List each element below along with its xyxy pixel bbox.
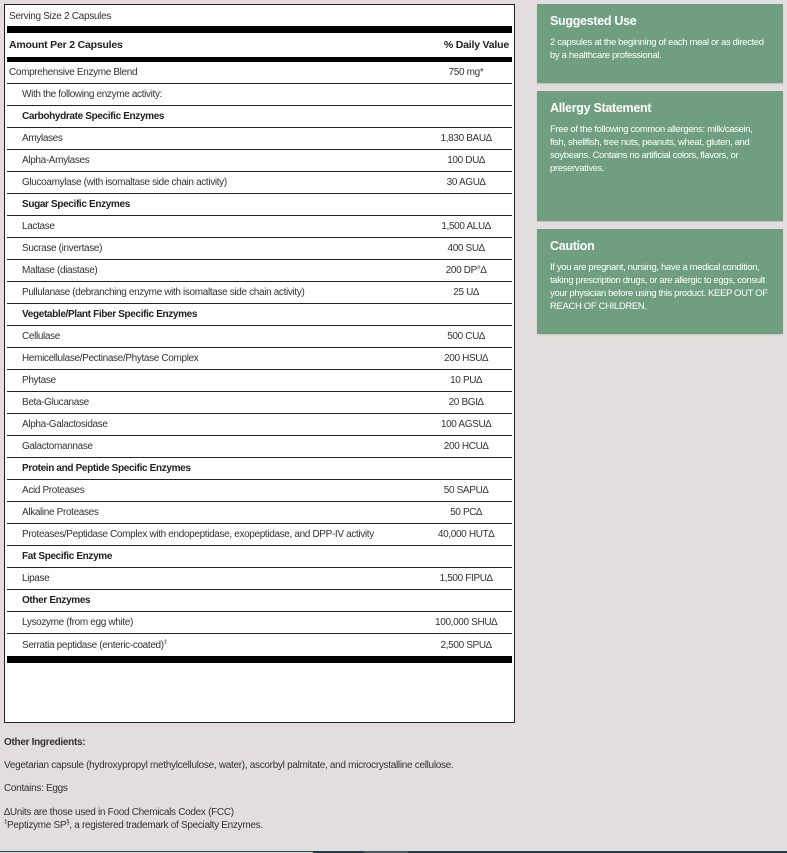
thick-divider — [7, 656, 512, 663]
ingredient-name-text: Hemicellulase/Pectinase/Phytase Complex — [22, 353, 199, 364]
other-ingredients-title: Other Ingredients: — [4, 737, 86, 748]
table-row — [7, 260, 512, 282]
trademark-footnote — [4, 819, 524, 832]
amount-header: Amount Per 2 Capsules — [9, 39, 123, 51]
ingredient-amount: 30 AGU∆ — [446, 177, 486, 188]
ingredient-name-text: Alpha-Galactosidase — [22, 419, 108, 430]
ingredient-amount: 1,830 BAU∆ — [440, 133, 492, 144]
section-mark: § — [66, 819, 70, 826]
ingredient-name — [7, 551, 112, 562]
ingredient-name — [7, 309, 197, 320]
footnotes — [4, 806, 524, 832]
ingredient-name — [7, 529, 374, 540]
ingredient-name-text: Serratia peptidase (enteric-coated) — [22, 639, 164, 651]
table-row — [7, 414, 512, 436]
table-row — [7, 524, 512, 546]
panel-title: Allergy Statement — [550, 101, 652, 115]
footnote-mark: ‡ — [163, 639, 167, 646]
ingredient-name-text: Lactase — [22, 221, 55, 232]
table-row — [7, 216, 512, 238]
enzyme-group-row — [7, 546, 512, 568]
table-row — [7, 282, 512, 304]
table-row — [7, 348, 512, 370]
ingredient-name-text: Maltase (diastase) — [22, 265, 98, 276]
ingredient-amount: 200 HCU∆ — [443, 441, 489, 452]
ingredient-name — [7, 507, 99, 518]
ingredient-amount: 1,500 FIPU∆ — [439, 573, 493, 584]
ingredient-name — [7, 595, 90, 606]
panel-title: Caution — [550, 239, 595, 253]
ingredient-name-text: Sucrase (invertase) — [22, 243, 103, 254]
ingredient-amount: 1,500 ALU∆ — [441, 221, 491, 232]
table-row — [7, 238, 512, 260]
ingredient-name-text: Amylases — [22, 133, 63, 144]
table-row — [7, 480, 512, 502]
ingredient-name-text: Phytase — [22, 375, 56, 386]
ingredient-name-text: Galactomannase — [22, 441, 93, 452]
table-row — [7, 62, 512, 84]
ingredient-amount: 400 SU∆ — [447, 243, 485, 254]
ingredient-name — [7, 67, 137, 78]
ingredient-name — [7, 199, 130, 210]
ingredient-name-text: Protein and Peptide Specific Enzymes — [22, 463, 191, 474]
allergy-statement-panel — [537, 91, 783, 221]
ingredient-name-text: Glucoamylase (with isomaltase side chain activity) — [22, 177, 227, 188]
ingredient-amount: 750 mg* — [448, 67, 484, 78]
table-row — [7, 150, 512, 172]
ingredient-amount: 2,500 SPU∆ — [440, 639, 492, 651]
enzyme-group-row — [7, 458, 512, 480]
table-row — [7, 84, 512, 106]
facts-rows — [5, 62, 514, 656]
ingredient-amount: 50 PC∆ — [450, 507, 482, 518]
panel-text: Free of the following common allergens: milk/casein, fish, shellfish, tree nuts, peanuts, wheat, gluten, and soybeans. Contains no artificial colors, flavors, or preservatives. — [550, 124, 753, 174]
ingredient-amount: 20 BGI∆ — [448, 397, 484, 408]
suggested-use-panel — [537, 4, 783, 83]
trademark-text: , a registered trademark of Specialty Enzymes. — [69, 820, 263, 831]
contains-statement: Contains: Eggs — [4, 783, 68, 794]
thick-divider — [7, 26, 512, 33]
other-ingredients-section — [4, 737, 524, 832]
ingredient-amount: 100,000 SHU∆ — [435, 617, 497, 628]
ingredient-name-text: Lysozyme (from egg white) — [22, 617, 133, 628]
ingredient-name — [7, 485, 84, 496]
panel-text: 2 capsules at the beginning of each meal or as directed by a healthcare professional. — [550, 37, 764, 61]
ingredient-amount: 100 DU∆ — [447, 155, 485, 166]
ingredient-amount: 200 DP°∆ — [445, 265, 487, 276]
table-row — [7, 326, 512, 348]
table-row — [7, 612, 512, 634]
ingredient-name — [7, 331, 60, 342]
ingredient-name — [7, 397, 89, 408]
ingredient-name — [7, 155, 89, 166]
ingredient-amount: 200 HSU∆ — [444, 353, 488, 364]
ingredient-name-text: Acid Proteases — [22, 485, 85, 496]
supplement-facts-table — [4, 4, 515, 723]
ingredient-name — [7, 111, 164, 122]
caution-panel — [537, 229, 783, 334]
ingredient-name — [7, 353, 198, 364]
ingredient-name-text: Proteases/Peptidase Complex with endopeptidase, exopeptidase, and DPP-IV activity — [22, 529, 374, 540]
ingredient-name-text: Vegetable/Plant Fiber Specific Enzymes — [22, 309, 198, 320]
enzyme-group-row — [7, 194, 512, 216]
ingredient-name — [7, 419, 108, 430]
ingredient-name-text: Other Enzymes — [22, 595, 91, 606]
panel-title: Suggested Use — [550, 14, 637, 28]
ingredient-name-text: Sugar Specific Enzymes — [22, 199, 130, 210]
ingredient-name — [7, 441, 93, 452]
ingredient-amount: 40,000 HUT∆ — [437, 529, 495, 540]
other-ingredients-text: Vegetarian capsule (hydroxypropyl methylcellulose, water), ascorbyl palmitate, and microcrystalline cellulose. — [4, 760, 454, 771]
enzyme-group-row — [7, 106, 512, 128]
ingredient-amount: 500 CU∆ — [447, 331, 485, 342]
ingredient-name-text: Carbohydrate Specific Enzymes — [22, 111, 165, 122]
ingredient-name-text: Pullulanase (debranching enzyme with isomaltase side chain activity) — [22, 287, 305, 298]
panel-text: If you are pregnant, nursing, have a medical condition, taking prescription drugs, or are allergic to eggs, consult your physician before using this product. KEEP OUT OF REACH OF CHILDREN. — [550, 262, 768, 312]
ingredient-name-text: Fat Specific Enzyme — [22, 551, 113, 562]
table-row — [7, 634, 512, 656]
ingredient-name — [7, 287, 304, 298]
table-row — [7, 392, 512, 414]
ingredient-name — [7, 177, 227, 188]
ingredient-amount: 10 PU∆ — [450, 375, 482, 386]
enzyme-group-row — [7, 304, 512, 326]
enzyme-group-row — [7, 590, 512, 612]
ingredient-name — [7, 375, 56, 386]
ingredient-name — [7, 89, 162, 100]
double-dagger-mark: ‡ — [4, 819, 8, 826]
ingredient-amount: 50 SAPU∆ — [443, 485, 489, 496]
ingredient-name-text: Alkaline Proteases — [22, 507, 99, 518]
ingredient-name-text: Lipase — [22, 573, 50, 584]
ingredient-name — [7, 573, 49, 584]
ingredient-name — [7, 221, 55, 232]
table-row — [7, 172, 512, 194]
ingredient-name-text: Cellulase — [22, 331, 60, 342]
table-row — [7, 128, 512, 150]
ingredient-amount: 100 AGSU∆ — [440, 419, 492, 430]
ingredient-name-text: Alpha-Amylases — [22, 155, 90, 166]
table-header — [7, 33, 512, 57]
ingredient-name — [7, 463, 191, 474]
table-row — [7, 568, 512, 590]
daily-value-header: % Daily Value — [443, 39, 509, 51]
ingredient-name — [7, 243, 102, 254]
ingredient-name — [7, 640, 167, 651]
trademark-name: Peptizyme SP — [7, 820, 67, 831]
ingredient-amount: 25 U∆ — [453, 287, 479, 298]
units-footnote: ∆Units are those used in Food Chemicals Codex (FCC) — [4, 807, 234, 818]
ingredient-name-text: Beta-Glucanase — [22, 397, 89, 408]
table-row — [7, 436, 512, 458]
ingredient-name — [7, 617, 133, 628]
serving-size: Serving Size 2 Capsules — [9, 11, 112, 22]
table-row — [7, 370, 512, 392]
ingredient-name — [7, 265, 97, 276]
table-row — [7, 502, 512, 524]
ingredient-name — [7, 133, 63, 144]
ingredient-name-text: With the following enzyme activity: — [22, 89, 163, 100]
ingredient-name-text: Comprehensive Enzyme Blend — [9, 67, 138, 78]
